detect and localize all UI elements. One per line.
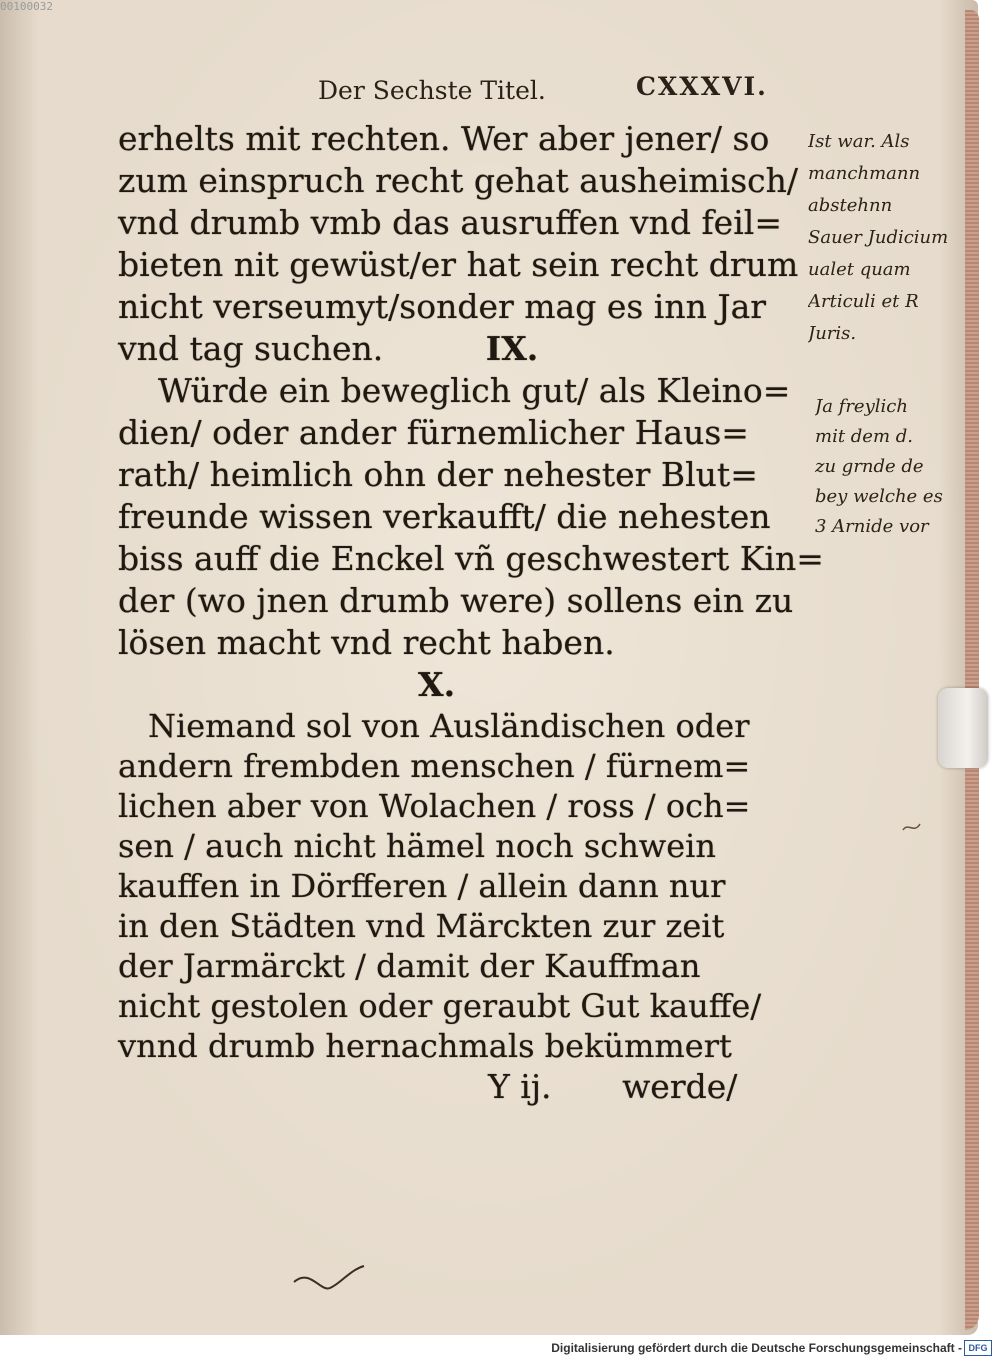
marginal-line: mit dem d. (815, 426, 913, 447)
funding-credit: Digitalisierung gefördert durch die Deutsche Forschungsgemeinschaft - (551, 1341, 962, 1355)
main-text-block (118, 118, 824, 1108)
text-line: freunde wissen verkaufft/ die nehesten (118, 497, 771, 536)
marginal-line: manchmann (808, 163, 921, 184)
text-line: lichen aber von Wolachen / ross / och= (118, 787, 751, 825)
text-line: andern frembden menschen / fürnem= (118, 747, 751, 785)
marginal-line: zu grnde de (815, 456, 924, 477)
running-title: Der Sechste Titel. (318, 76, 546, 105)
marginal-line: Ist war. Als (808, 131, 910, 152)
marginal-line: abstehnn (808, 195, 893, 216)
signature-line (118, 1066, 798, 1108)
text-line: vnd tag suchen. (118, 329, 384, 368)
signature-mark: Y ij. (488, 1067, 552, 1106)
text-line: zum einspruch recht gehat ausheimisch/ (118, 161, 799, 200)
catchword: werde/ (622, 1067, 738, 1106)
marginal-note-2 (815, 392, 965, 542)
text-line: der Jarmärckt / damit der Kauffman (118, 947, 701, 985)
marginal-line: 3 Arnide vor (815, 516, 929, 537)
text-line: erhelts mit rechten. Wer aber jener/ so (118, 119, 770, 158)
marginal-line: bey welche es (815, 486, 943, 507)
dfg-logo-icon: DFG (964, 1340, 992, 1356)
text-line: dien/ oder ander fürnemlicher Haus= (118, 413, 749, 452)
text-line: Niemand sol von Ausländischen oder (148, 707, 750, 745)
text-line: Würde ein beweglich gut/ als Kleino= (158, 371, 791, 410)
running-header (318, 68, 808, 108)
text-line: in den Städten vnd Märckten zur zeit (118, 907, 725, 945)
text-line: sen / auch nicht hämel noch schwein (118, 827, 716, 865)
section-number-ix: IX. (485, 329, 539, 368)
marginal-line: ualet quam (808, 259, 911, 280)
corner-stamp: 00100032 (0, 0, 53, 13)
folio-number: CXXXVI. (636, 72, 768, 101)
bookmark-tab (938, 688, 988, 768)
text-line: vnd drumb vmb das ausruffen vnd feil= (118, 203, 782, 242)
footer-bar (0, 1335, 1000, 1360)
marginal-line: Juris. (808, 323, 857, 344)
pen-tick (900, 818, 924, 838)
marginal-line: Ja freylich (815, 396, 908, 417)
text-line: lösen macht vnd recht haben. (118, 623, 615, 662)
text-line: biss auff die Enckel vñ geschwestert Kin= (118, 539, 824, 578)
text-line: nicht gestolen oder geraubt Gut kauffe/ (118, 987, 762, 1025)
text-line: rath/ heimlich ohn der nehester Blut= (118, 455, 758, 494)
text-line: nicht verseumyt/sonder mag es inn Jar (118, 287, 767, 326)
marginal-line: Sauer Judicium (808, 227, 949, 248)
text-line: vnnd drumb hernachmals bekümmert (118, 1027, 732, 1065)
marginal-note-1 (808, 126, 968, 350)
text-line: kauffen in Dörfferen / allein dann nur (118, 867, 726, 905)
marginal-line: Articuli et R (808, 291, 919, 312)
pen-scribble (290, 1262, 370, 1302)
text-line-with-section (118, 328, 798, 370)
section-number-x: X. (418, 665, 456, 704)
text-line: bieten nit gewüst/er hat sein recht drum (118, 245, 799, 284)
text-line: der (wo jnen drumb were) sollens ein zu (118, 581, 794, 620)
